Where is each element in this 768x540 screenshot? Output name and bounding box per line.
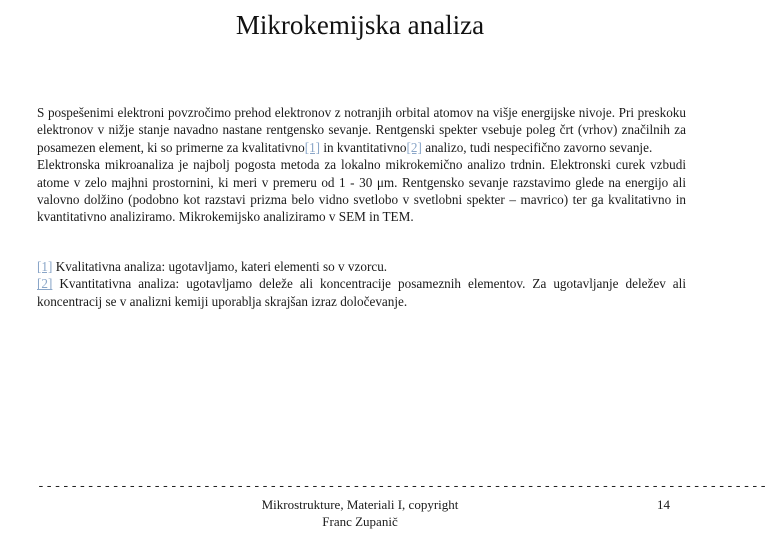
footnote-1-text: Kvalitativna analiza: ugotavljamo, kateri elementi so v vzorcu. — [52, 259, 388, 274]
paragraph-1-part-a: S pospešenimi elektroni povzročimo prehod elektronov z notranjih orbital atomov na višje energijske nivoje. Pri preskoku elektronov v nižje stanje navadno nastane rentgensko sevanje. Rentgenski spekter vsebuje poleg črt (vrhov) značilnih za posamezen element, ki so primerne za kvalitativno — [37, 105, 686, 155]
footnote-2-anchor[interactable]: [2] — [37, 276, 53, 292]
paragraph-1-part-c: analizo, tudi nespecifično zavorno sevanje. — [421, 139, 653, 155]
footer-credits — [200, 496, 520, 530]
paragraph-1-part-b: in kvantitativno — [320, 139, 407, 155]
slide-title: Mikrokemijska analiza — [235, 10, 485, 40]
paragraph-1 — [37, 104, 686, 156]
footnote-2-text: Kvantitativna analiza: ugotavljamo deleže ali koncentracije posameznih elementov. Za ugotavljanje deležev ali koncentracij se v analizni kemiji uporablja skrajšan izraz določevanje. — [37, 276, 686, 309]
footer-author: Franc Zupanič — [322, 514, 398, 529]
footnotes — [37, 258, 686, 310]
footnote-2 — [37, 275, 686, 310]
page-number: 14 — [657, 497, 670, 512]
footer-copyright: Mikrostrukture, Materiali I, copyright — [261, 497, 459, 512]
main-text — [37, 104, 686, 226]
footnote-1 — [37, 258, 686, 275]
paragraph-2: Elektronska mikroanaliza je najbolj pogosta metoda za lokalno mikrokemično analizo trdnin. Elektronski curek vzbudi atome v zelo majhni prostornini, ki meri v premeru od 1 - 30 μm. Rentgensko sevanje razstavimo glede na energijo ali valovno dolžino (podobno kot razstavi prizma belo vidno svetlobo v svetlobni spekter – mavrico) ter ga kvalitativno in kvantitativno analiziramo. Mikrokemijsko analiziramo v SEM in TEM. — [37, 157, 686, 225]
footnote-1-anchor[interactable]: [1] — [37, 259, 53, 274]
footer-divider: ---------------------------------------------------------------------------------------- — [37, 479, 768, 494]
footnote-link-1[interactable]: [1] — [304, 139, 321, 155]
footnote-link-2[interactable]: [2] — [406, 139, 422, 155]
